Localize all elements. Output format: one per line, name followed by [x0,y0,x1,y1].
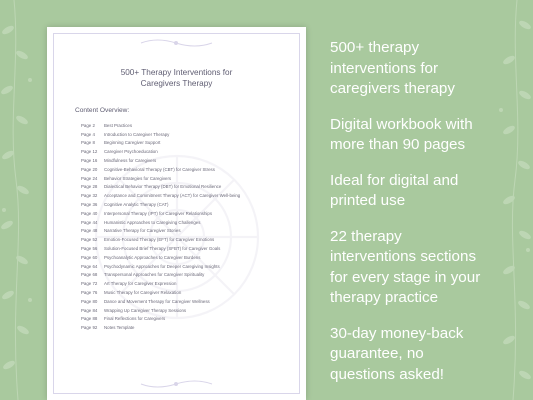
toc-row [81,297,301,306]
toc-section-title: Interpersonal Therapy (IPT) for Caregiver Relationships [104,210,213,216]
feature-line: 30-day money-back [330,324,464,342]
feature-line: for every stage in your [330,268,481,286]
feature-usage [330,171,530,212]
toc-section-title: Transpersonal Approaches for Caregiver Spirituality [104,272,205,278]
feature-line: guarantee, no [330,345,424,362]
toc-section-title: Humanistic Approaches to Caregiving Challenges [104,219,201,225]
toc-section-title: Narrative Therapy for Caregiver Stories [104,228,181,234]
feature-line: caregivers therapy [330,80,455,97]
toc-row [81,147,301,156]
toc-row [81,156,301,165]
toc-page-number: Page 80 [81,298,98,304]
toc-page-number: Page 60 [81,254,98,260]
workbook-page-preview [47,27,306,400]
feature-line: 500+ therapy [330,39,420,56]
toc-row [81,244,301,253]
toc-section-title: Caregiver Psychoeducation [104,149,158,155]
toc-section-title: Dialectical Behavior Therapy (DBT) for Emotional Resilience [104,184,222,190]
toc-page-number: Page 2 [81,122,95,128]
toc-page-number: Page 16 [81,158,98,164]
toc-section-title: Solution-Focused Brief Therapy (SFBT) for Caregiver Goals [104,246,221,252]
toc-row [81,227,301,236]
toc-page-number: Page 48 [81,228,98,234]
toc-row [81,271,301,280]
toc-page-number: Page 40 [81,210,98,216]
document-title-line-2: Caregivers Therapy [140,79,213,88]
toc-section-title: Mindfulness for Caregivers [104,158,157,164]
toc-section-title: Behavior Strategies for Caregivers [104,175,172,181]
feature-line: printed use [330,192,406,209]
toc-row [81,121,301,130]
toc-row [81,130,301,139]
toc-page-number: Page 68 [81,272,98,278]
feature-guarantee [330,324,530,386]
feature-line: Ideal for digital and [330,171,459,189]
toc-section-title: Introduction to Caregiver Therapy [104,131,170,137]
toc-section-title: Music Therapy for Caregiver Relaxation [104,290,182,296]
toc-row [81,209,301,218]
toc-page-number: Page 72 [81,281,98,287]
content-overview-heading: Content Overview: [75,107,130,114]
toc-section-title: Psychoanalytic Approaches to Caregiver Burdens [104,254,201,260]
toc-section-title: Notes Template [104,325,135,331]
flourish-bottom-ornament [139,378,214,390]
feature-list [330,38,530,400]
feature-line: Digital workbook with [330,115,473,133]
toc-page-number: Page 4 [81,131,95,137]
toc-row [81,218,301,227]
toc-page-number: Page 36 [81,202,98,208]
toc-row [81,200,301,209]
feature-line: more than 90 pages [330,136,466,153]
toc-page-number: Page 52 [81,237,98,243]
toc-page-number: Page 32 [81,193,98,199]
toc-row [81,279,301,288]
toc-page-number: Page 12 [81,149,98,155]
leaf-pattern-left [0,0,38,400]
toc-row [81,191,301,200]
toc-page-number: Page 56 [81,246,98,252]
toc-section-title: Dance and Movement Therapy for Caregiver Wellness [104,298,210,304]
toc-row [81,315,301,324]
feature-line: therapy practice [330,289,439,306]
toc-row [81,183,301,192]
toc-row [81,323,301,332]
toc-page-number: Page 88 [81,316,98,322]
toc-row [81,306,301,315]
toc-row [81,262,301,271]
feature-line: interventions for [330,59,439,77]
toc-page-number: Page 92 [81,325,98,331]
toc-page-number: Page 84 [81,307,98,313]
toc-row [81,139,301,148]
toc-page-number: Page 20 [81,166,98,172]
toc-section-title: Wrapping Up Caregiver Therapy Sessions [104,307,187,313]
toc-row [81,288,301,297]
toc-row [81,174,301,183]
feature-sections [330,227,530,309]
document-title [67,67,286,89]
toc-section-title: Beginning Caregiver Support [104,140,161,146]
toc-page-number: Page 8 [81,140,95,146]
toc-row [81,235,301,244]
toc-page-number: Page 28 [81,184,98,190]
toc-page-number: Page 64 [81,263,98,269]
toc-section-title: Acceptance and Commitment Therapy (ACT) for Caregiver Well-being [104,193,241,199]
document-title-line-1: 500+ Therapy Interventions for [120,68,233,77]
toc-section-title: Art Therapy for Caregiver Expression [104,281,177,287]
feature-line: interventions sections [330,248,477,265]
table-of-contents [81,121,301,332]
toc-section-title: Psychodynamic Approaches for Deeper Caregiving Insights [104,263,220,269]
feature-page-count [330,115,530,156]
toc-page-number: Page 24 [81,175,98,181]
flourish-top-ornament [139,37,214,49]
toc-section-title: Best Practices [104,122,133,128]
feature-interventions-count [330,38,530,100]
toc-section-title: Cognitive Analytic Therapy (CAT) [104,202,169,208]
toc-page-number: Page 76 [81,290,98,296]
toc-row [81,165,301,174]
toc-page-number: Page 44 [81,219,98,225]
toc-section-title: Emotion-Focused Therapy (EFT) for Caregiver Emotions [104,237,215,243]
toc-section-title: Final Reflections for Caregivers [104,316,166,322]
feature-line: questions asked! [330,365,444,383]
toc-section-title: Cognitive-Behavioral Therapy (CBT) for Caregiver Stress [104,166,215,172]
feature-line: 22 therapy [330,227,402,245]
toc-row [81,253,301,262]
